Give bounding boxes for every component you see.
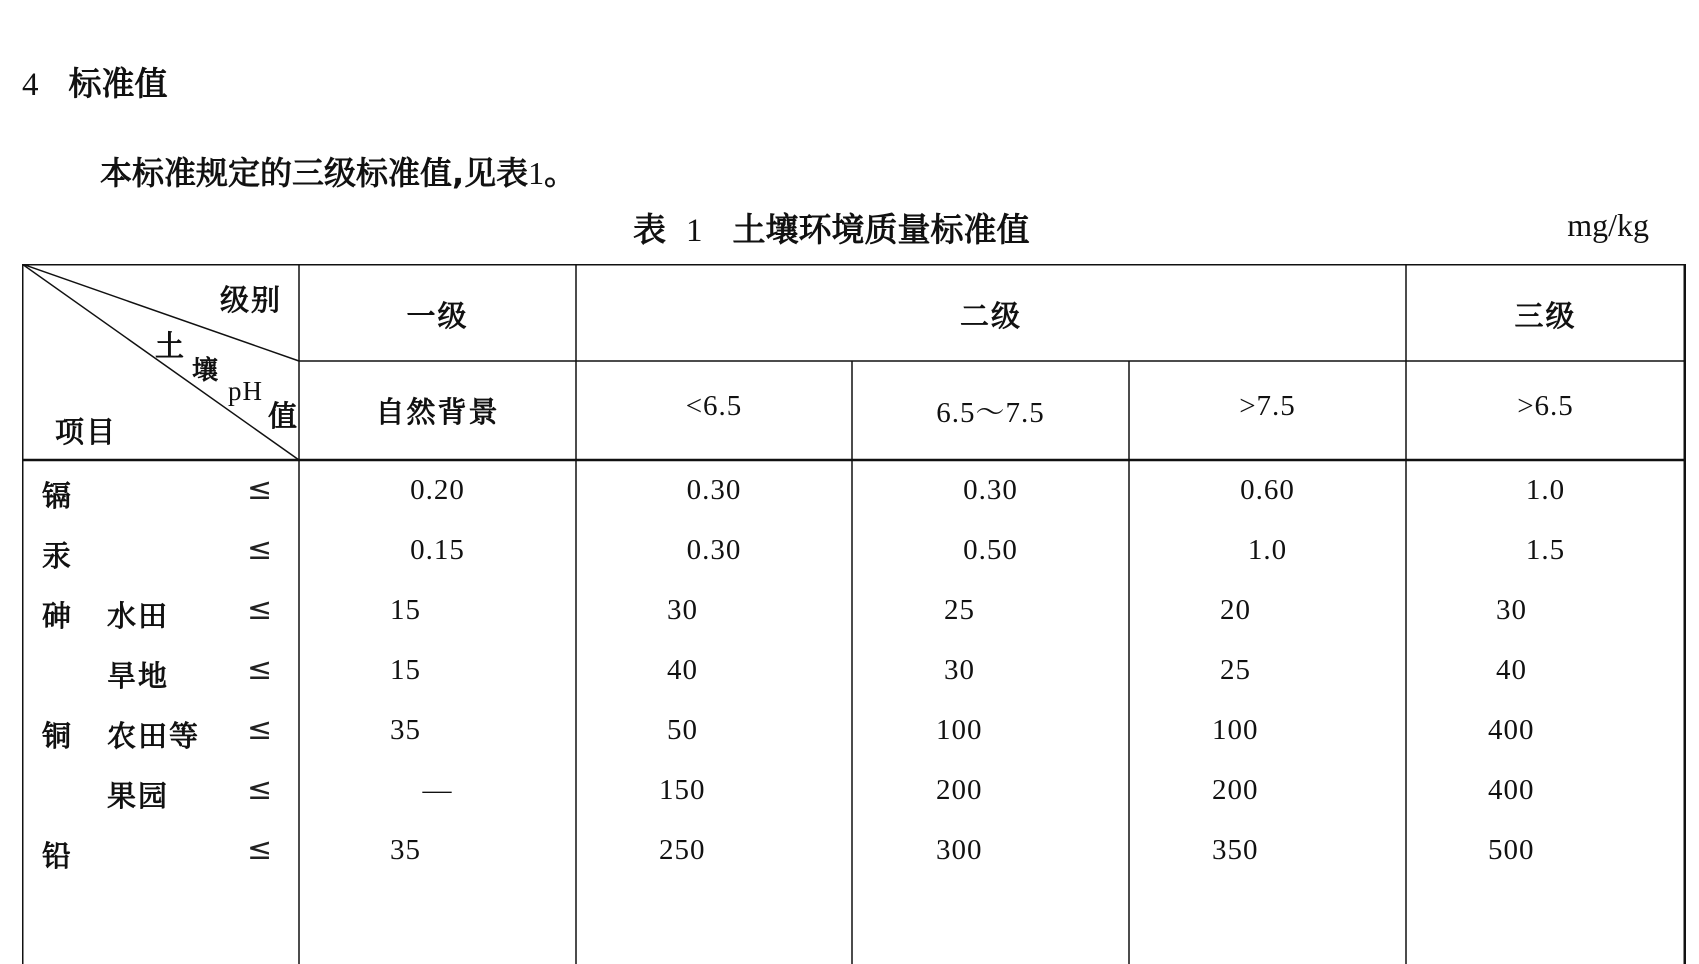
- caption-number: 1: [686, 213, 703, 249]
- intro-paragraph: [100, 148, 576, 194]
- value-cell: 350: [1212, 834, 1259, 866]
- value-cell: 1.5: [1525, 534, 1566, 566]
- value-cell: 40: [667, 654, 698, 686]
- value-cell: 500: [1488, 834, 1535, 866]
- caption-title: 土壤环境质量标准值: [732, 210, 1030, 249]
- corner-item-label: 项目: [55, 415, 118, 449]
- intro-end: 。: [544, 154, 577, 192]
- value-cell: 15: [390, 594, 421, 626]
- unit-label: mg/kg: [1567, 207, 1649, 243]
- corner-ph-label: pH: [228, 376, 263, 406]
- sub-header-natural-background: 自然背景: [375, 395, 500, 429]
- level-2-header: 二级: [959, 299, 1022, 333]
- value-cell: 0.15: [410, 534, 465, 566]
- corner-value-label: 值: [268, 399, 300, 433]
- row-item: 砷: [42, 599, 74, 633]
- standard-values-table: [22, 264, 1686, 964]
- sub-header-ph-above-7-5: >7.5: [1239, 390, 1296, 422]
- sub-header-ph-6-5-to-7-5: 6.5～7.5: [936, 397, 1045, 429]
- value-cell: 0.60: [1240, 474, 1295, 506]
- row-subitem: 农田等: [107, 719, 201, 753]
- value-cell: 0.20: [410, 474, 465, 506]
- value-cell: 1.0: [1247, 534, 1288, 566]
- less-or-equal-symbol: ≤: [247, 592, 273, 627]
- value-cell: 0.50: [963, 534, 1018, 566]
- value-cell: 25: [944, 594, 975, 626]
- value-cell: —: [422, 774, 453, 806]
- sub-header-ph-below-6-5: <6.5: [685, 390, 743, 422]
- level-1-header: 一级: [406, 299, 469, 333]
- row-item: 汞: [42, 539, 74, 573]
- value-cell: 50: [667, 714, 698, 746]
- value-cell: 25: [1220, 654, 1251, 686]
- less-or-equal-symbol: ≤: [247, 472, 273, 507]
- section-number: 4: [22, 67, 39, 103]
- value-cell: 0.30: [686, 474, 742, 506]
- row-item: 铜: [42, 719, 74, 753]
- value-cell: 0.30: [686, 534, 742, 566]
- value-cell: 200: [936, 774, 983, 806]
- section-title: 标准值: [68, 64, 168, 103]
- corner-soil-label-2: 壤: [192, 356, 221, 386]
- corner-level-label: 级别: [220, 283, 283, 317]
- row-item: 铅: [42, 839, 74, 873]
- value-cell: 400: [1488, 714, 1535, 746]
- value-cell: 15: [390, 654, 421, 686]
- value-cell: 35: [390, 834, 421, 866]
- less-or-equal-symbol: ≤: [247, 532, 273, 567]
- value-cell: 150: [659, 774, 706, 806]
- row-item: 镉: [42, 479, 74, 513]
- less-or-equal-symbol: ≤: [247, 652, 273, 687]
- table-caption: [633, 204, 1030, 251]
- level-3-header: 三级: [1514, 299, 1577, 333]
- sub-header-ph-above-6-5-level-3: >6.5: [1517, 390, 1574, 422]
- value-cell: 100: [1212, 714, 1259, 746]
- value-cell: 1.0: [1525, 474, 1566, 506]
- less-or-equal-symbol: ≤: [247, 772, 273, 807]
- value-cell: 40: [1496, 654, 1527, 686]
- value-cell: 0.30: [963, 474, 1018, 506]
- value-cell: 30: [1496, 594, 1527, 626]
- less-or-equal-symbol: ≤: [247, 712, 273, 747]
- value-cell: 30: [944, 654, 975, 686]
- less-or-equal-symbol: ≤: [247, 832, 273, 867]
- intro-text: 本标准规定的三级标准值,见表: [100, 154, 529, 192]
- value-cell: 30: [667, 594, 698, 626]
- section-heading: [22, 58, 168, 105]
- row-subitem: 果园: [107, 779, 170, 813]
- row-subitem: 旱地: [107, 659, 170, 693]
- value-cell: 300: [936, 834, 983, 866]
- corner-soil-label-1: 土: [155, 329, 187, 363]
- value-cell: 100: [936, 714, 983, 746]
- row-subitem: 水田: [107, 599, 170, 633]
- caption-prefix: 表: [633, 210, 666, 249]
- intro-table-ref: 1: [528, 155, 545, 191]
- value-cell: 400: [1488, 774, 1535, 806]
- value-cell: 250: [659, 834, 706, 866]
- value-cell: 35: [390, 714, 421, 746]
- value-cell: 20: [1220, 594, 1251, 626]
- value-cell: 200: [1212, 774, 1259, 806]
